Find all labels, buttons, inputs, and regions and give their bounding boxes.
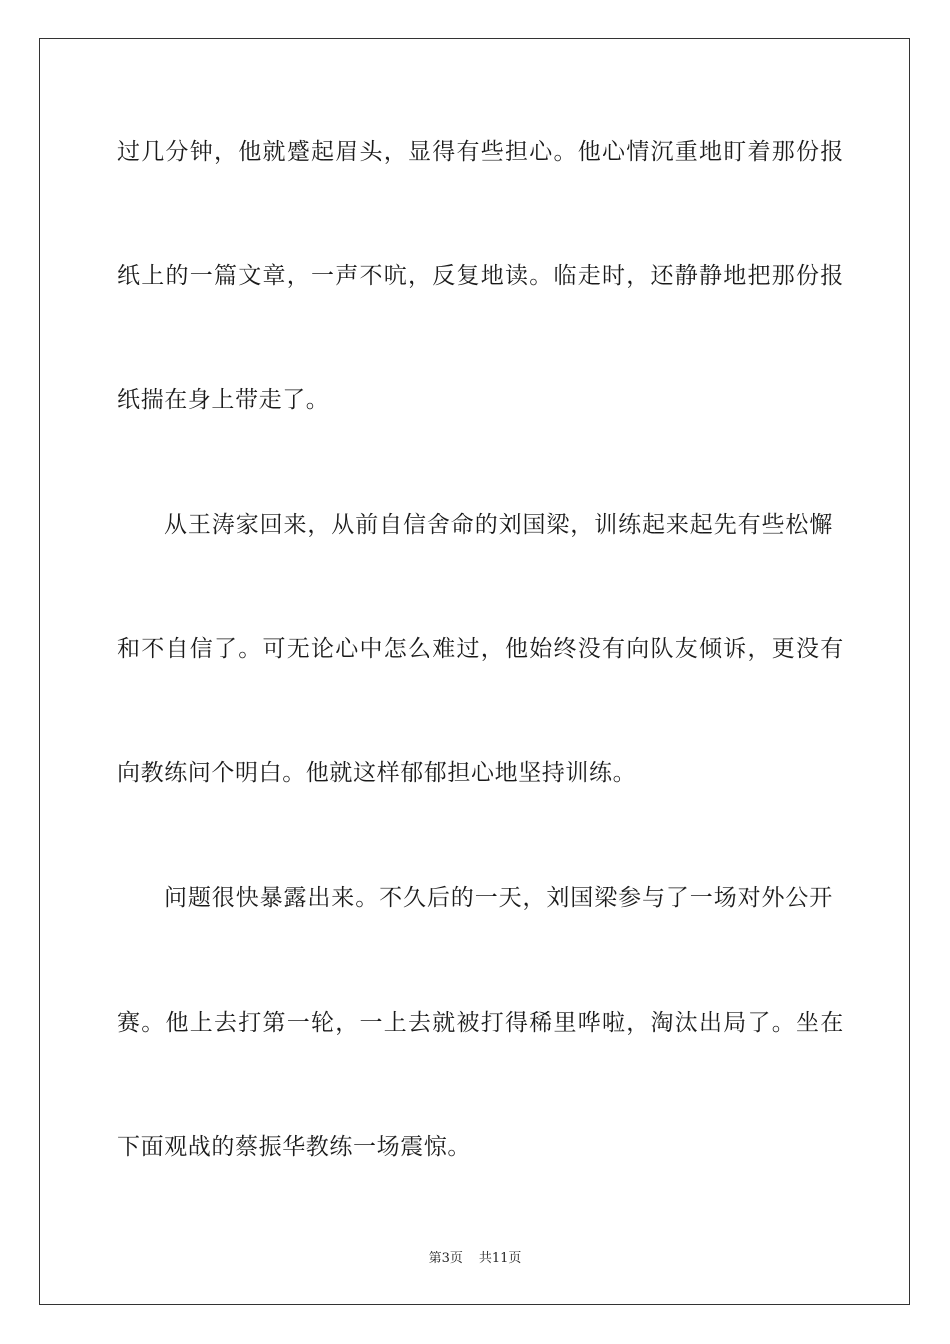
paragraph-start-line: 问题很快暴露出来。不久后的一天，刘国梁参与了一场对外公开 <box>164 885 834 911</box>
text-line: 和不自信了。可无论心中怎么难过，他始终没有向队友倾诉，更没有 <box>117 636 845 662</box>
text-line: 纸揣在身上带走了。 <box>117 387 330 413</box>
text-line: 过几分钟，他就蹙起眉头，显得有些担心。他心情沉重地盯着那份报 <box>117 139 845 165</box>
text-line: 赛。他上去打第一轮，一上去就被打得稀里哗啦，淘汰出局了。坐在 <box>117 1010 845 1036</box>
paragraph-start-line: 从王涛家回来，从前自信舍命的刘国梁，训练起来起先有些松懈 <box>164 512 834 538</box>
text-line: 下面观战的蔡振华教练一场震惊。 <box>117 1134 471 1160</box>
page-footer <box>0 1250 950 1268</box>
text-line: 向教练问个明白。他就这样郁郁担心地坚持训练。 <box>117 760 637 786</box>
text-line: 纸上的一篇文章，一声不吭，反复地读。临走时，还静静地把那份报 <box>117 263 845 289</box>
page-total: 共11页 <box>478 1251 522 1266</box>
page-border <box>39 38 910 1305</box>
page-number: 第3页 <box>428 1251 463 1266</box>
